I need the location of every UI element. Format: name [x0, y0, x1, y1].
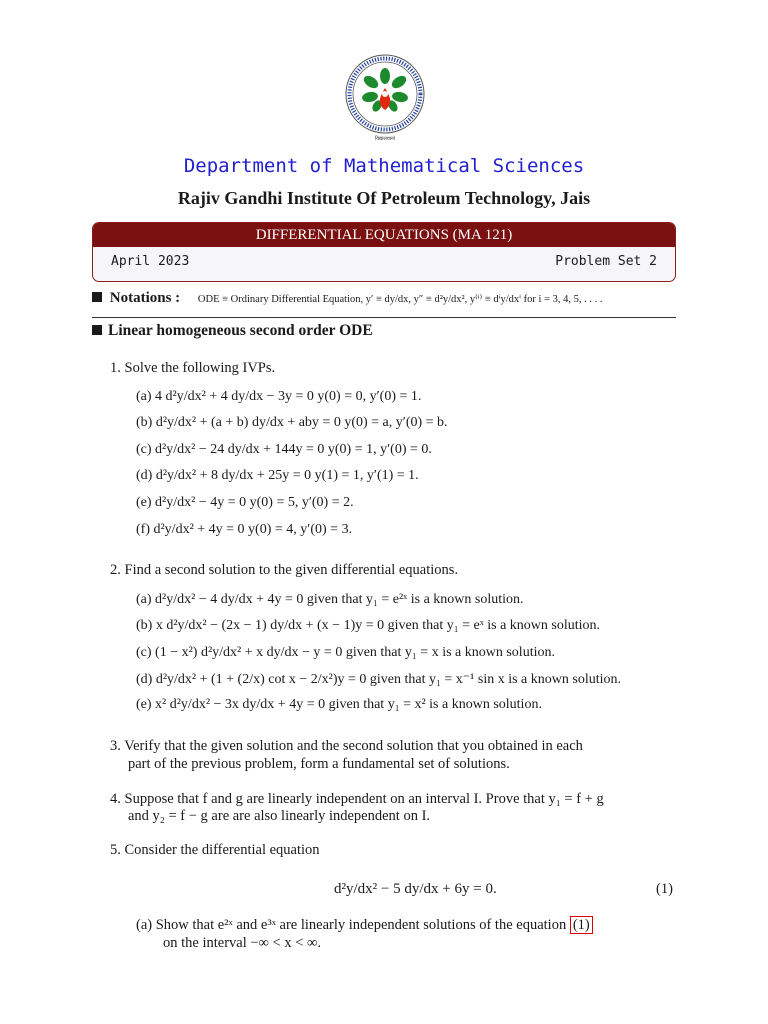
problem-4-line1: 4. Suppose that f and g are linearly independent on an interval I. Prove that y₁ = f + g	[110, 791, 604, 807]
section-heading	[92, 322, 373, 340]
notations-label: Notations :	[109, 290, 181, 306]
notations-text: ODE ≡ Ordinary Differential Equation, y′ ≡ dy/dx, y″ ≡ d²y/dx², y⁽ⁱ⁾ ≡ dⁱy/dxⁱ for i = 3, 4, 5, . . . .	[197, 294, 603, 305]
problem-1b: (b) d²y/dx² + (a + b) dy/dx + aby = 0 y(0) = a, y′(0) = b.	[136, 415, 448, 430]
problem-2e: (e) x² d²y/dx² − 3x dy/dx + 4y = 0 given that y₁ = x² is a known solution.	[136, 697, 542, 712]
section-title: Linear homogeneous second order ODE	[108, 322, 373, 339]
notations	[92, 290, 603, 307]
problem-1: 1. Solve the following IVPs.	[110, 360, 276, 376]
problem-1d: (d) d²y/dx² + 8 dy/dx + 25y = 0 y(1) = 1, y′(1) = 1.	[136, 468, 419, 483]
logo-caption: विद्यालयानां	[374, 136, 396, 142]
problem-1e: (e) d²y/dx² − 4y = 0 y(0) = 5, y′(0) = 2.	[136, 495, 354, 510]
bullet-square-icon	[92, 325, 102, 335]
equation-reference-link[interactable]: (1)	[570, 916, 593, 934]
problem-2b: (b) x d²y/dx² − (2x − 1) dy/dx + (x − 1)y = 0 given that y₁ = eˣ is a known solution.	[136, 618, 601, 633]
problem-1f: (f) d²y/dx² + 4y = 0 y(0) = 4, y′(0) = 3.	[136, 522, 353, 537]
bullet-square-icon	[92, 292, 102, 302]
problem-2: 2. Find a second solution to the given differential equations.	[110, 562, 459, 578]
equation-1: d²y/dx² − 5 dy/dx + 6y = 0.	[334, 881, 497, 897]
divider	[92, 317, 676, 318]
problem-1c: (c) d²y/dx² − 24 dy/dx + 144y = 0 y(0) = 1, y′(0) = 0.	[136, 442, 432, 457]
department-title: Department of Mathematical Sciences	[183, 155, 585, 177]
set-date: April 2023	[111, 254, 190, 269]
problem-5a-line2: on the interval −∞ < x < ∞.	[163, 935, 321, 951]
problem-5a-line1	[136, 917, 593, 934]
problem-3-line1: 3. Verify that the given solution and the second solution that you obtained in each	[110, 738, 583, 754]
problem-1a: (a) 4 d²y/dx² + 4 dy/dx − 3y = 0 y(0) = 0, y′(0) = 1.	[136, 389, 422, 404]
problem-3-line2: part of the previous problem, form a fundamental set of solutions.	[128, 756, 510, 772]
problem-5a-text: (a) Show that e²ˣ and e³ˣ are linearly independent solutions of the equation	[136, 917, 567, 933]
course-title: DIFFERENTIAL EQUATIONS (MA 121)	[93, 223, 675, 247]
institute-logo	[341, 54, 429, 144]
institute-name: Rajiv Gandhi Institute Of Petroleum Technology, Jais	[177, 188, 591, 208]
course-banner	[92, 222, 676, 282]
set-number: Problem Set 2	[555, 254, 657, 269]
problem-2d: (d) d²y/dx² + (1 + (2/x) cot x − 2/x²)y = 0 given that y₁ = x⁻¹ sin x is a known solution.	[136, 672, 621, 687]
problem-2a: (a) d²y/dx² − 4 dy/dx + 4y = 0 given that y₁ = e²ˣ is a known solution.	[136, 592, 524, 607]
problem-5: 5. Consider the differential equation	[110, 842, 320, 858]
problem-4-line2: and y₂ = f − g are are also linearly independent on I.	[128, 808, 431, 824]
problem-2c: (c) (1 − x²) d²y/dx² + x dy/dx − y = 0 given that y₁ = x is a known solution.	[136, 645, 555, 660]
equation-number: (1)	[656, 881, 673, 897]
